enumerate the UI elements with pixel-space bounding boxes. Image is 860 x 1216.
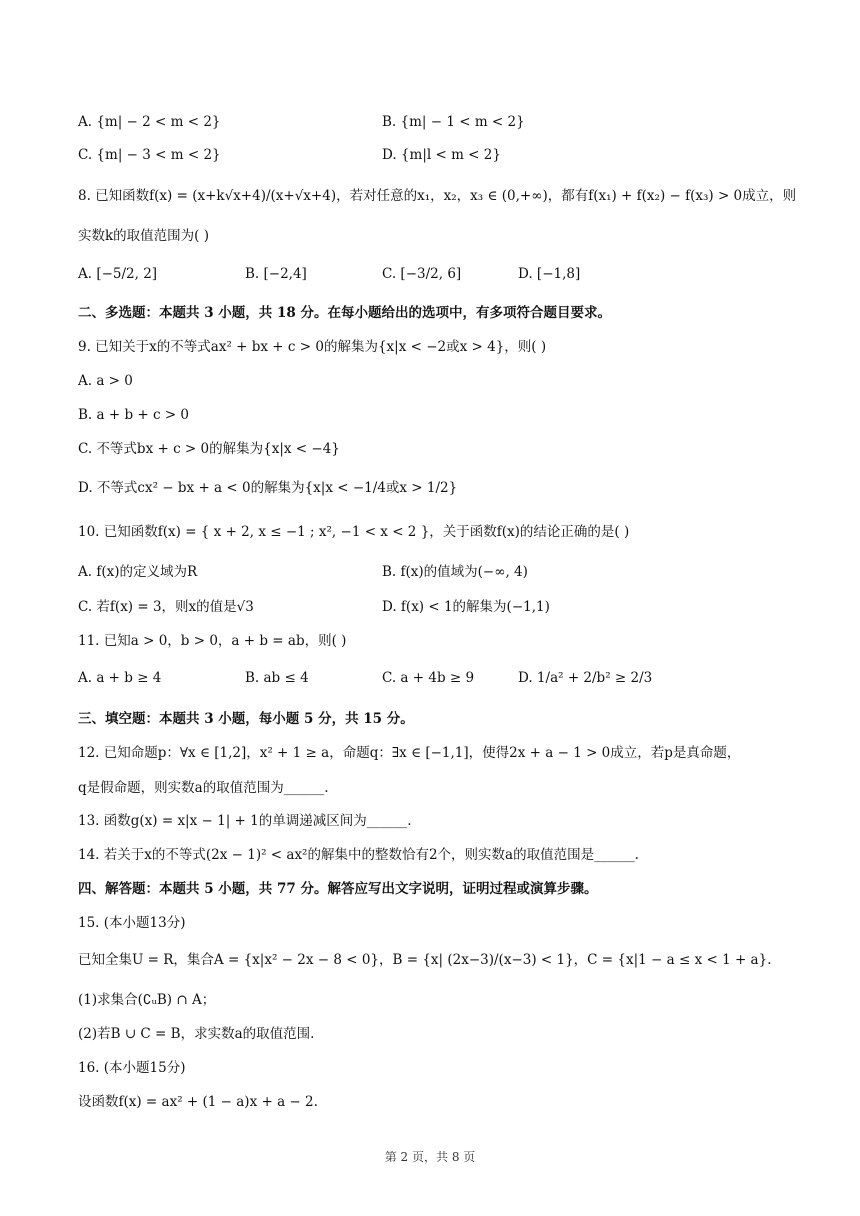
q13-stem: 13. 函数g(x) = x|x − 1| + 1的单调递减区间为______. [78, 813, 412, 829]
q9-option-d: D. 不等式cx² − bx + a < 0的解集为{x|x < −1/4或x > 1/2} [78, 480, 458, 496]
section-heading-solutions: 四、解答题：本题共 5 小题，共 77 分。解答应写出文字说明，证明过程或演算步骤。 [78, 881, 598, 897]
page-footer: 第 2 页，共 8 页 [384, 1150, 476, 1164]
q8-stem-cont: 实数k的取值范围为( ) [78, 228, 210, 244]
q10-option-b: B. f(x)的值域为(−∞, 4) [382, 564, 528, 580]
q7-option-c: C. {m| − 3 < m < 2} [78, 147, 221, 163]
q7-option-b: B. {m| − 1 < m < 2} [382, 114, 525, 130]
q16-stem: 设函数f(x) = ax² + (1 − a)x + a − 2. [78, 1094, 318, 1110]
q12-stem: 12. 已知命题p：∀x ∈ [1,2]，x² + 1 ≥ a，命题q：∃x ∈ [−1,1]，使得2x + a − 1 > 0成立，若p是真命题， [78, 745, 741, 761]
q8-option-a: A. [−5/2, 2] [78, 266, 158, 282]
q9-option-c: C. 不等式bx + c > 0的解集为{x|x < −4} [78, 441, 340, 457]
q7-option-d: D. {m|l < m < 2} [382, 147, 501, 163]
q15-part-2: (2)若B ∪ C = B，求实数a的取值范围. [78, 1026, 315, 1042]
q15-part-1: (1)求集合(∁ᵤB) ∩ A； [78, 992, 216, 1008]
q9-stem: 9. 已知关于x的不等式ax² + bx + c > 0的解集为{x|x < −2或x > 4}，则( ) [78, 339, 547, 355]
q16-title: 16. (本小题15分) [78, 1060, 186, 1076]
q11-option-d: D. 1/a² + 2/b² ≥ 2/3 [518, 670, 653, 686]
q12-stem-cont: q是假命题，则实数a的取值范围为______. [78, 780, 329, 796]
q8-stem: 8. 已知函数f(x) = (x+k√x+4)/(x+√x+4)，若对任意的x₁，x₂，x₃ ∈ (0,+∞)，都有f(x₁) + f(x₂) − f(x₃) > 0成立，则 [78, 188, 797, 204]
q8-option-b: B. [−2,4] [245, 266, 307, 282]
q8-option-d: D. [−1,8] [518, 266, 581, 282]
q9-option-a: A. a > 0 [78, 373, 133, 389]
q9-option-b: B. a + b + c > 0 [78, 407, 190, 423]
q15-stem: 已知全集U = R，集合A = {x|x² − 2x − 8 < 0}，B = {x| (2x−3)/(x−3) < 1}，C = {x|1 − a ≤ x < 1 + a}. [78, 952, 772, 968]
q11-option-c: C. a + 4b ≥ 9 [382, 670, 475, 686]
q14-stem: 14. 若关于x的不等式(2x − 1)² < ax²的解集中的整数恰有2个，则实数a的取值范围是______. [78, 847, 639, 863]
section-heading-fill-in: 三、填空题：本题共 3 小题，每小题 5 分，共 15 分。 [78, 711, 414, 727]
section-heading-multi-choice: 二、多选题：本题共 3 小题，共 18 分。在每小题给出的选项中，有多项符合题目要求。 [78, 305, 611, 321]
q11-stem: 11. 已知a > 0，b > 0，a + b = ab，则( ) [78, 633, 347, 649]
q7-option-a: A. {m| − 2 < m < 2} [78, 114, 221, 130]
q10-option-a: A. f(x)的定义域为R [78, 564, 198, 580]
q11-option-b: B. ab ≤ 4 [245, 670, 309, 686]
q15-title: 15. (本小题13分) [78, 915, 186, 931]
q11-option-a: A. a + b ≥ 4 [78, 670, 162, 686]
q10-option-d: D. f(x) < 1的解集为(−1,1) [382, 599, 550, 615]
q10-stem: 10. 已知函数f(x) = { x + 2, x ≤ −1 ; x², −1 < x < 2 }，关于函数f(x)的结论正确的是( ) [78, 524, 630, 540]
q8-option-c: C. [−3/2, 6] [382, 266, 462, 282]
q10-option-c: C. 若f(x) = 3，则x的值是√3 [78, 599, 254, 615]
